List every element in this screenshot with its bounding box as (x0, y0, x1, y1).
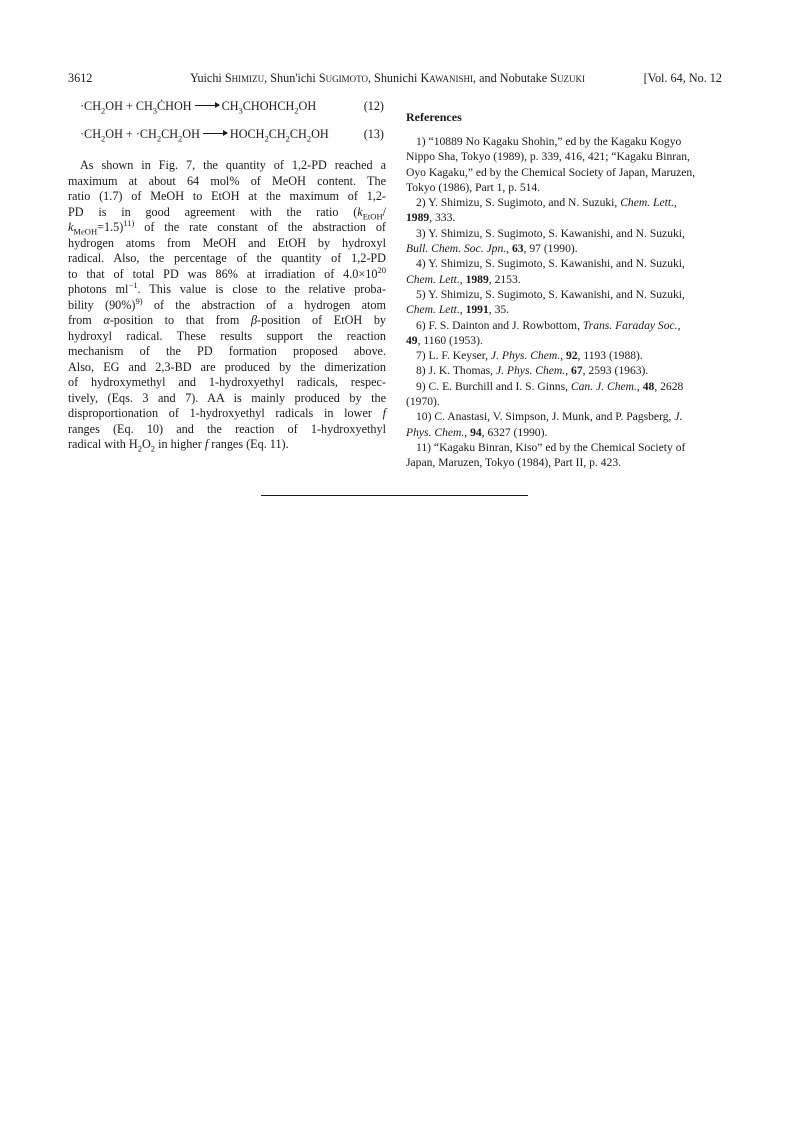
reaction-arrow-icon (203, 133, 227, 134)
reference-3: 3) Y. Shimizu, S. Sugimoto, S. Kawanishi, and N. Suzuki, Bull. Chem. Soc. Jpn., 63, 97 (1990). (406, 226, 685, 256)
reference-7: 7) L. F. Keyser, J. Phys. Chem., 92, 1193 (1988). (416, 349, 643, 363)
left-column (68, 99, 386, 453)
reference-9: 9) C. E. Burchill and I. S. Ginns, Can. J. Chem., 48, 2628 (1970). (406, 379, 684, 409)
reference-6: 6) F. S. Dainton and J. Rowbottom, Trans. Faraday Soc., 49, 1160 (1953). (406, 318, 681, 347)
reference-4: 4) Y. Shimizu, S. Sugimoto, S. Kawanishi, and N. Suzuki, Chem. Lett., 1989, 2153. (406, 257, 685, 286)
reference-10: 10) C. Anastasi, V. Simpson, J. Munk, and P. Pagsberg, J. Phys. Chem., 94, 6327 (1990). (406, 410, 683, 439)
equation-number: (12) (363, 99, 384, 113)
reference-8: 8) J. K. Thomas, J. Phys. Chem., 67, 2593 (1963). (416, 364, 649, 378)
page-number: 3612 (68, 71, 93, 85)
end-rule-divider (261, 495, 528, 496)
author-list: Yuichi Shimizu, Shun'ichi Sugimoto, Shunichi Kawanishi, and Nobutake Suzuki (190, 71, 585, 85)
reference-2: 2) Y. Shimizu, S. Sugimoto, and N. Suzuki, Chem. Lett., 1989, 333. (406, 196, 677, 225)
reference-11: 11) “Kagaku Binran, Kiso” ed by the Chemical Society of Japan, Maruzen, Tokyo (1984), Part II, p. 423. (406, 440, 686, 470)
equation-expression: $\cdot CH_2OH + \cdot CH_2CH_2OH$ $HOCH_2CH_2CH_2OH$ (80, 127, 329, 144)
equation-expression: $\cdot CH_2OH$ + $CH_3ĊHOH$ $CH_3CHOHCH_2OH$ (80, 99, 317, 116)
equation-13 (68, 127, 386, 147)
body-paragraph: As shown in Fig. 7, the quantity of 1,2-PD reached a maximum at about 64 mol% of MeOH content. The ratio (1.7) of MeOH to EtOH at the maximum of 1,2- PD is in good agreement with the ratio ($k_{EtOH}/$ $k_{MeOH}=1.5)^{11)}$ of the rate constant of the abstraction of hydrogen atoms from MeOH and EtOH by hydroxyl radical. Also, the percentage of the quantity of 1,2-PD to that of total PD was 86% at irradiation of $4.0\times 10^{20}$ photons $ml^{-1}$. This value is close to the relative proba- bility $(90\%)^{9)}$ of the abstraction of a hydrogen atom from α-position to that from β-position of EtOH by hydroxyl radical. These results support the reaction mechanism of the PD formation proposed above. Also, EG and 2,3-BD are produced by the dimerization of hydroxymethyl and 1-hydroxyethyl radicals, respec- tively, (Eqs. 3 and 7). AA is mainly produced by the disproportionation of 1-hydroxyethyl radicals in lower f ranges (Eq. 10) and the reaction of 1-hydroxyethyl radical with $H_2O_2$ in higher f ranges (Eq. 11). (68, 158, 387, 454)
right-column (406, 99, 728, 471)
references-heading: References (406, 110, 462, 124)
volume-issue: [Vol. 64, No. 12 (643, 71, 722, 85)
reference-1: 1) “10889 No Kagaku Shohin,” ed by the Kagaku Kogyo Nippo Sha, Tokyo (1989), p. 339, 416, 421; “Kagaku Binran, Oyo Kagaku,” ed by the Chemical Society of Japan, Maruzen, Tokyo (1986), Part 1, p. 514. (406, 135, 696, 194)
running-header (0, 71, 793, 87)
equation-number: (13) (363, 127, 384, 141)
reference-5: 5) Y. Shimizu, S. Sugimoto, S. Kawanishi, and N. Suzuki, Chem. Lett., 1991, 35. (406, 287, 685, 317)
reaction-arrow-icon (195, 105, 219, 106)
equation-12 (68, 99, 386, 119)
